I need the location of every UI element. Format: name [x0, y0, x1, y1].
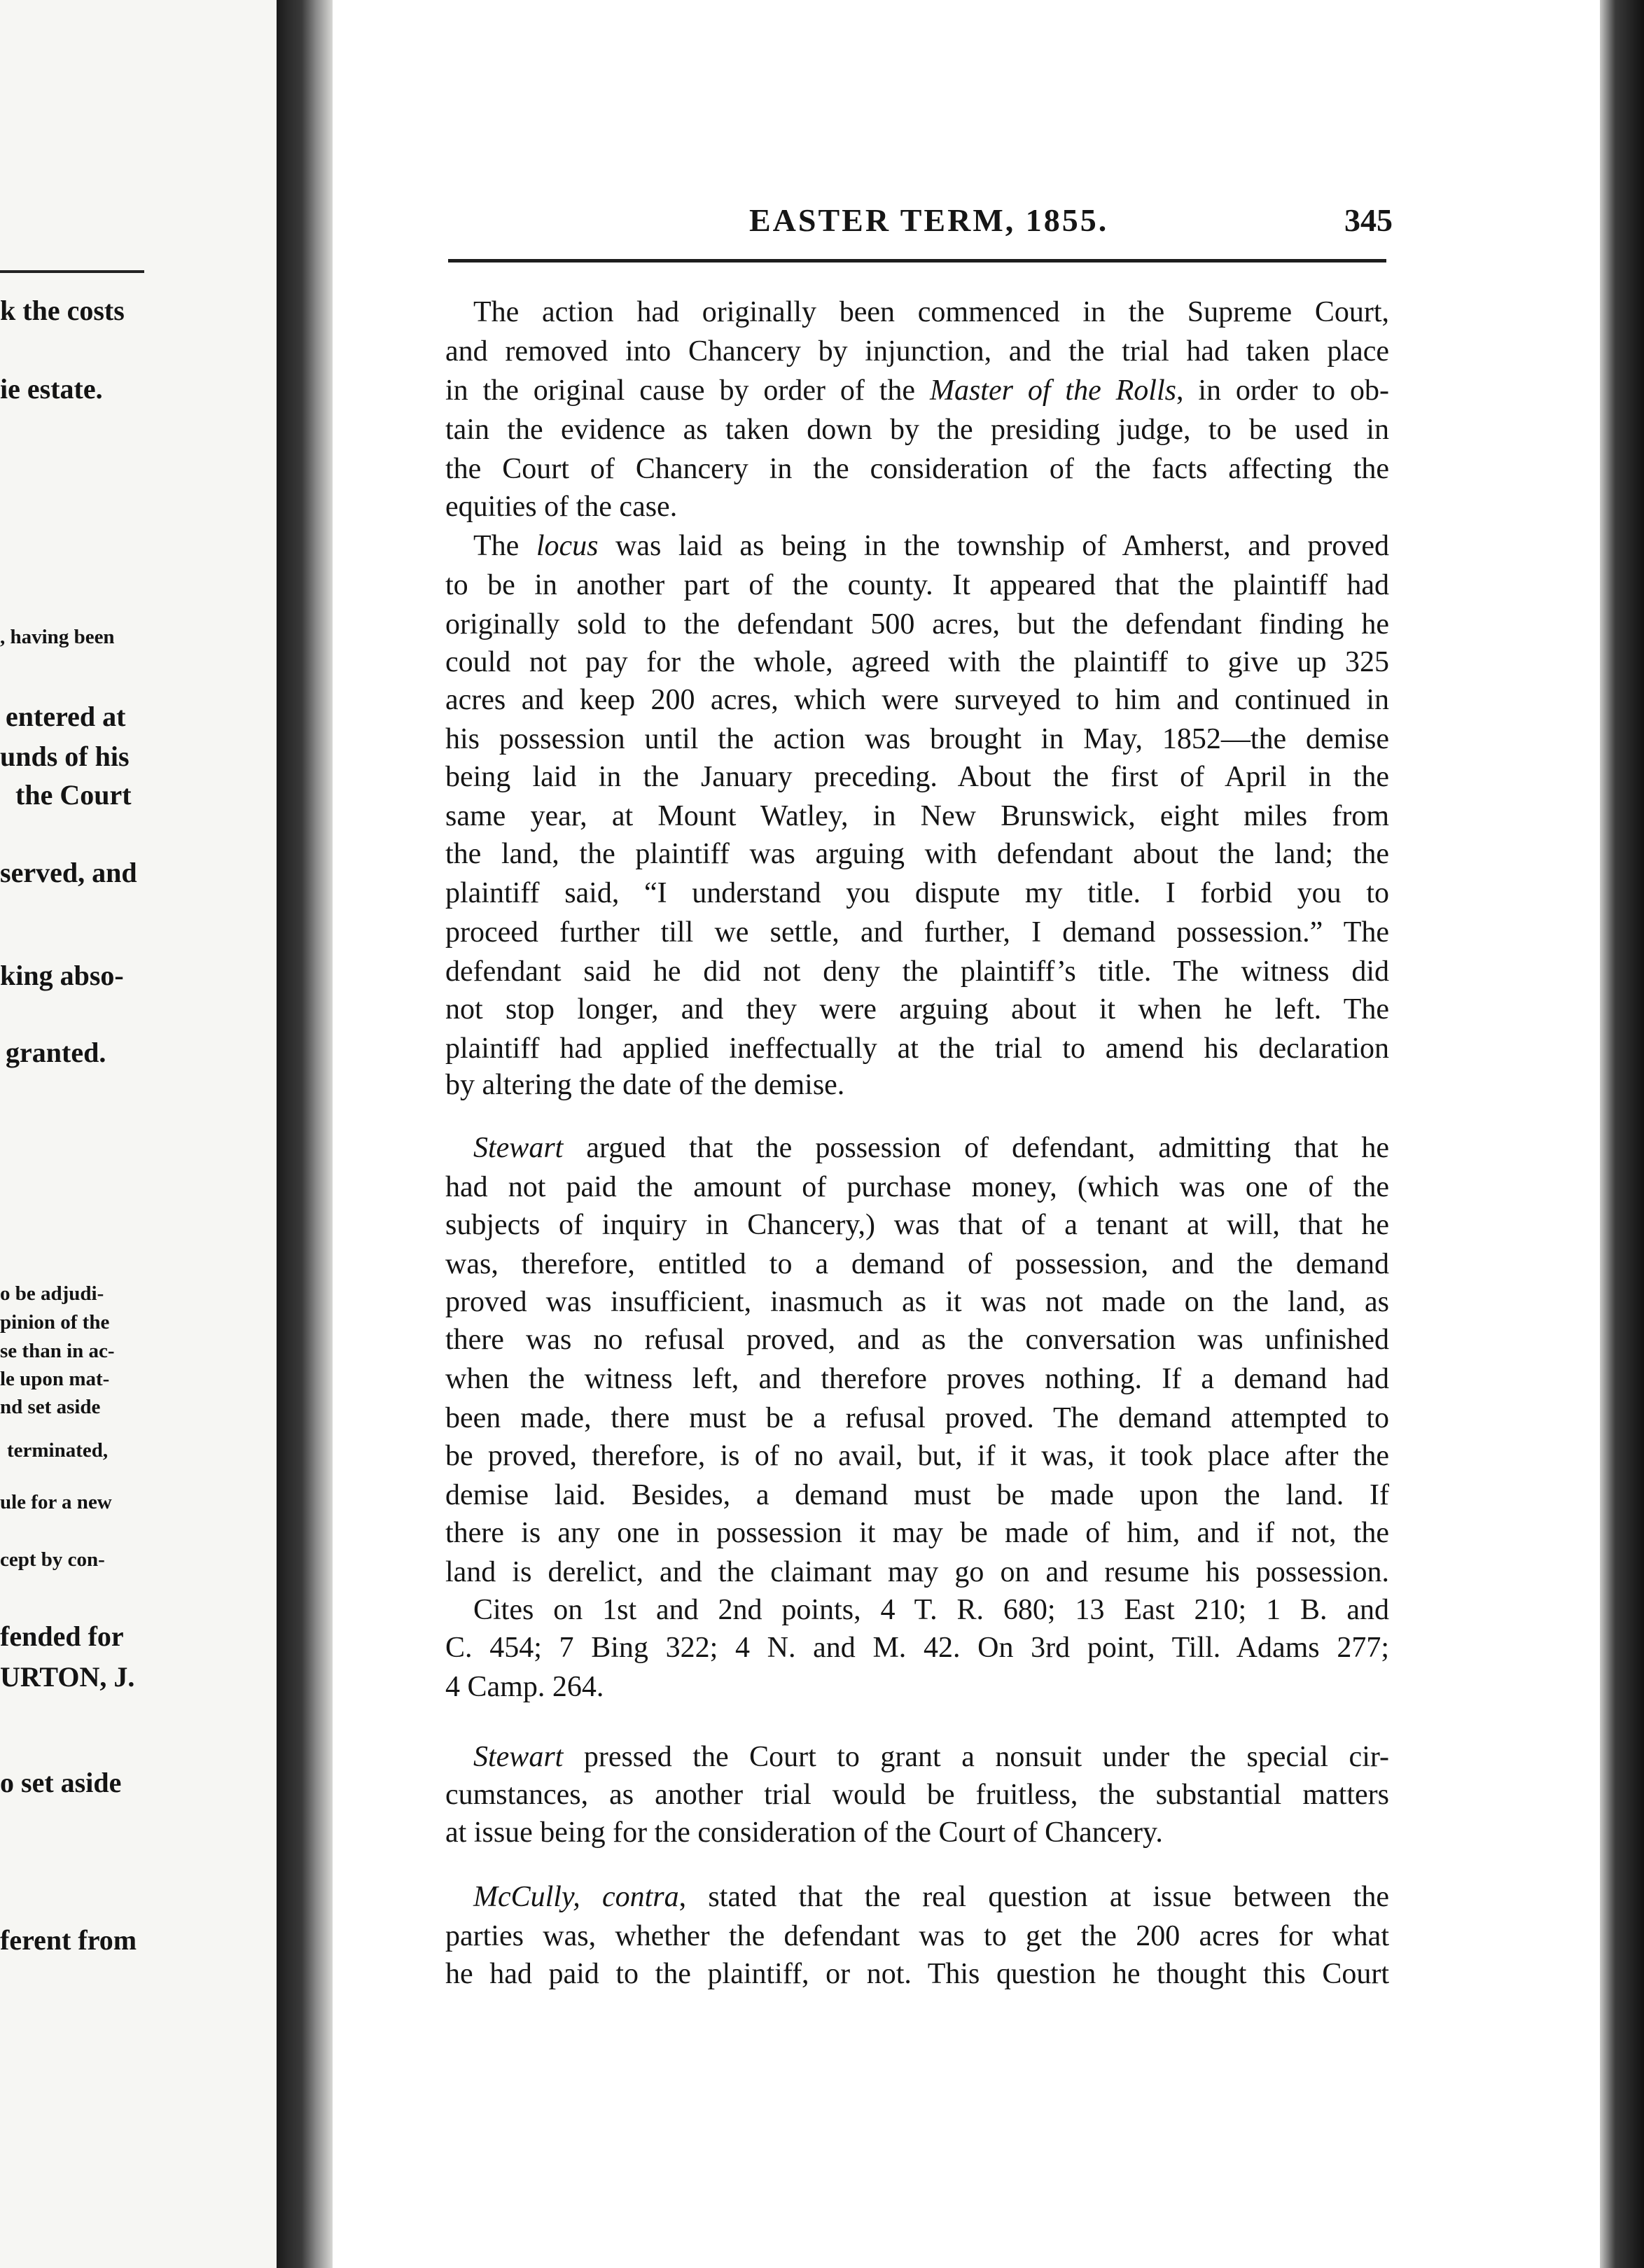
text-line: same year, at Mount Watley, in New Brunswick, eight miles from	[445, 800, 1389, 832]
text-line: by altering the date of the demise.	[445, 1069, 845, 1101]
left-fragment: le upon mat-	[0, 1368, 110, 1390]
text-line: the land, the plaintiff was arguing with defendant about the land; the	[445, 838, 1389, 870]
left-fragment: cept by con-	[0, 1548, 105, 1571]
text-line: could not pay for the whole, agreed with the plaintiff to give up 325	[445, 646, 1389, 678]
text-line: being laid in the January preceding. About the first of April in the	[445, 761, 1389, 793]
text-line: proceed further till we settle, and further, I demand possession.” The	[445, 916, 1389, 948]
text-line: Stewart argued that the possession of defendant, admitting that he	[473, 1132, 1389, 1164]
left-fragment: granted.	[6, 1037, 106, 1068]
text-line: The locus was laid as being in the township of Amherst, and proved	[473, 530, 1389, 562]
italic-term: Stewart	[473, 1741, 564, 1773]
text-line: cumstances, as another trial would be fruitless, the substantial matters	[445, 1779, 1389, 1811]
left-fragment: terminated,	[7, 1439, 109, 1462]
left-fragment: the Court	[15, 779, 132, 811]
text-line: McCully, contra, stated that the real question at issue between the	[473, 1881, 1389, 1913]
text-line: had not paid the amount of purchase money, (which was one of the	[445, 1171, 1389, 1203]
text-line: and removed into Chancery by injunction, and the trial had taken place	[445, 335, 1389, 368]
text-line: the Court of Chancery in the consideration of the facts affecting the	[445, 453, 1389, 485]
text-line: not stop longer, and they were arguing about it when he left. The	[445, 993, 1389, 1026]
left-fragment: ie estate.	[0, 373, 103, 405]
text-line: land is derelict, and the claimant may go on and resume his possession.	[445, 1556, 1389, 1588]
left-fragment: entered at	[6, 701, 126, 732]
left-page-rule	[0, 270, 144, 273]
left-fragment: o set aside	[0, 1767, 122, 1798]
text-line: originally sold to the defendant 500 acres, but the defendant finding he	[445, 608, 1389, 640]
italic-term: McCully, contra	[473, 1881, 679, 1913]
left-fragment: nd set aside	[0, 1396, 101, 1418]
text-line: demise laid. Besides, a demand must be made upon the land. If	[445, 1479, 1389, 1511]
text-line: there was no refusal proved, and as the conversation was unfinished	[445, 1324, 1389, 1356]
text-line: proved was insufficient, inasmuch as it was not made on the land, as	[445, 1286, 1389, 1318]
left-fragment: fended for	[0, 1620, 124, 1652]
left-fragment: ferent from	[0, 1924, 137, 1956]
italic-term: Stewart	[473, 1132, 564, 1164]
italic-term: Master of the Rolls	[929, 374, 1176, 407]
text-line: plaintiff said, “I understand you dispute my title. I forbid you to	[445, 877, 1389, 909]
page-edge-shadow	[1600, 0, 1644, 2268]
left-fragment: , having been	[0, 626, 115, 648]
text-line: when the witness left, and therefore proves nothing. If a demand had	[445, 1363, 1389, 1395]
text-line: parties was, whether the defendant was to get the 200 acres for what	[445, 1920, 1389, 1952]
text-line: acres and keep 200 acres, which were surveyed to him and continued in	[445, 684, 1389, 716]
left-fragment: URTON, J.	[0, 1661, 135, 1693]
text-line: he had paid to the plaintiff, or not. This question he thought this Court	[445, 1958, 1389, 1990]
left-fragment: king abso-	[0, 960, 124, 991]
running-head: EASTER TERM, 1855.	[749, 202, 1109, 238]
left-fragment: o be adjudi-	[0, 1282, 104, 1305]
text-line: in the original cause by order of the Master of the Rolls, in order to ob-	[445, 374, 1389, 407]
italic-term: locus	[536, 530, 599, 562]
text-line: been made, there must be a refusal proved. The demand attempted to	[445, 1402, 1389, 1434]
book-gutter	[277, 0, 333, 2268]
text-line: be proved, therefore, is of no avail, but, if it was, it took place after the	[445, 1440, 1389, 1472]
left-fragment: unds of his	[0, 741, 130, 772]
text-line: C. 454; 7 Bing 322; 4 N. and M. 42. On 3rd point, Till. Adams 277;	[445, 1632, 1389, 1664]
text-line: there is any one in possession it may be made of him, and if not, the	[445, 1517, 1389, 1549]
text-line: to be in another part of the county. It appeared that the plaintiff had	[445, 569, 1389, 601]
page-number: 345	[1344, 202, 1393, 238]
text-line: 4 Camp. 264.	[445, 1671, 604, 1703]
text-line: was, therefore, entitled to a demand of possession, and the demand	[445, 1248, 1389, 1280]
text-line: tain the evidence as taken down by the presiding judge, to be used in	[445, 414, 1389, 446]
left-fragment: pinion of the	[0, 1311, 110, 1334]
facing-page-left	[0, 0, 280, 2268]
text-line: The action had originally been commenced in the Supreme Court,	[473, 296, 1389, 328]
text-line: at issue being for the consideration of the Court of Chancery.	[445, 1816, 1163, 1849]
header-rule	[448, 259, 1386, 262]
text-line: Cites on 1st and 2nd points, 4 T. R. 680; 13 East 210; 1 B. and	[473, 1594, 1389, 1626]
left-fragment: k the costs	[0, 295, 125, 326]
left-fragment: se than in ac-	[0, 1340, 115, 1362]
text-line: defendant said he did not deny the plaintiff’s title. The witness did	[445, 955, 1389, 988]
text-line: subjects of inquiry in Chancery,) was that of a tenant at will, that he	[445, 1209, 1389, 1241]
left-fragment: served, and	[0, 857, 137, 888]
text-line: Stewart pressed the Court to grant a nonsuit under the special cir-	[473, 1741, 1389, 1773]
text-line: his possession until the action was brought in May, 1852—the demise	[445, 723, 1389, 755]
text-line: equities of the case.	[445, 491, 678, 523]
text-line: plaintiff had applied ineffectually at the trial to amend his declaration	[445, 1032, 1389, 1065]
left-fragment: ule for a new	[0, 1491, 112, 1513]
